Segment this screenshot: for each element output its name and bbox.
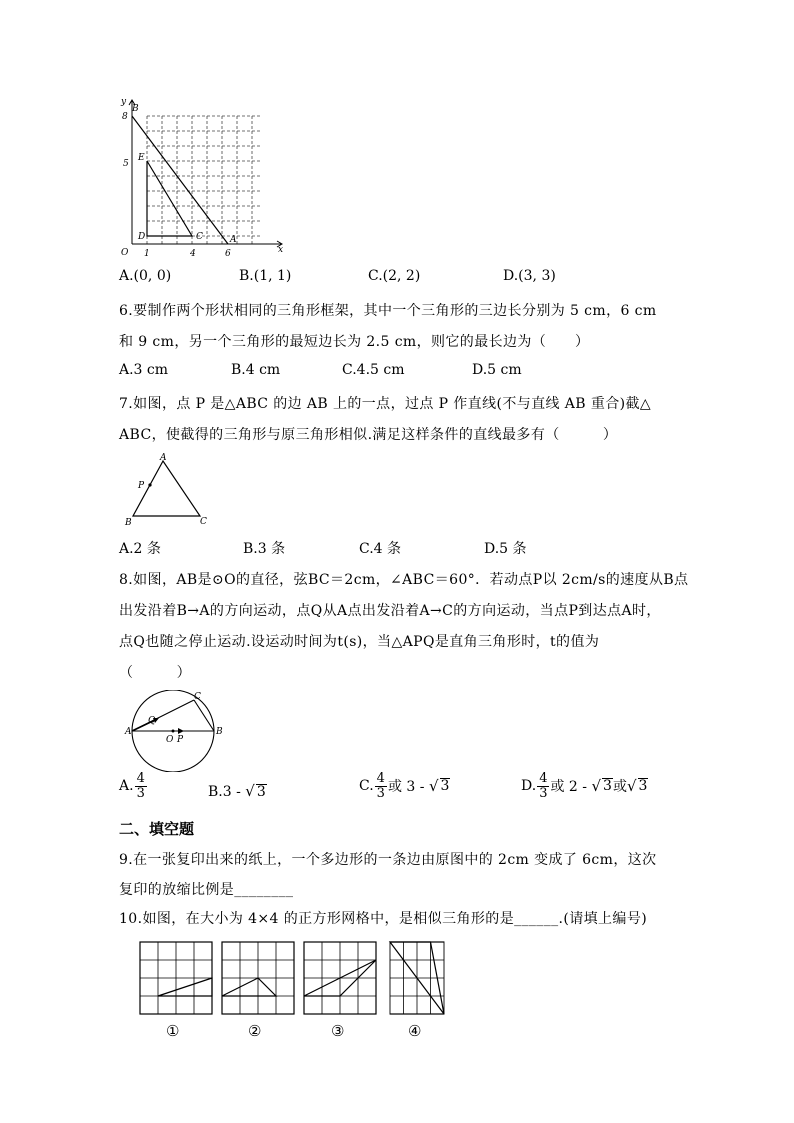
q7-option-c: C.4 条 [359,541,402,557]
section-fill-in-title: 二、填空题 [119,820,195,838]
q6-text-line2: 和 9 cm，另一个三角形的最短边长为 2.5 cm，则它的最长边为（ ） [119,334,590,350]
q8-label-C: C [194,692,201,702]
q8-option-b: B.3 - √ 3 [208,782,266,800]
q8-label-Q: Q [148,716,156,726]
q10-text-line1: 10.如图，在大小为 4×4 的正方形网格中，是相似三角形的是______.(请填上编号) [119,911,648,927]
q7-label-A: A [160,453,167,463]
q8-label-A: A [125,727,132,737]
q5-label-5: 5 [123,159,129,169]
q5-label-4: 4 [190,249,196,259]
q5-label-D: D [138,232,146,242]
q5-label-6: 6 [225,249,231,259]
q8-option-d: D. $\frac{4}{3}$ 或 2 - √ 3或√ 3 [521,771,648,801]
q8-circle-figure [122,690,226,772]
q8-text-line2: 出发沿着B→A的方向运动，点Q从A点出发沿着A→C的方向运动，当点P到达点A时， [119,603,661,619]
q8-text-line4: （ ） [119,665,191,681]
q8-text-line3: 点Q也随之停止运动.设运动时间为t(s)，当△APQ是直角三角形时，t的值为 [119,634,600,650]
q10-grid-figures [136,938,450,1042]
q7-option-d: D.5 条 [484,541,527,557]
q6-option-b: B.4 cm [231,362,281,378]
q5-label-y: y [121,97,127,107]
q5-label-O: O [121,248,129,258]
q5-option-b: B.(1, 1) [239,268,292,284]
q7-label-P: P [138,481,145,491]
q7-text-line2: ABC，使截得的三角形与原三角形相似.满足这样条件的直线最多有（ ） [119,427,618,443]
q7-label-C: C [200,517,207,527]
q10-label-2: ② [248,1022,262,1040]
q5-label-1: 1 [144,249,150,259]
q9-text-line2: 复印的放缩比例是________ [119,882,294,898]
q6-option-c: C.4.5 cm [342,362,405,378]
q5-label-E: E [138,153,145,163]
q6-option-a: A.3 cm [119,362,169,378]
q8-label-O: O [166,735,174,745]
q7-triangle-figure [120,452,220,530]
q7-label-B: B [125,518,132,528]
q7-text-line1: 7.如图，点 P 是△ABC 的边 AB 上的一点，过点 P 作直线(不与直线 AB 重合)截△ [119,396,652,412]
q10-label-1: ① [166,1022,180,1040]
q5-label-A: A [230,235,237,245]
q5-option-c: C.(2, 2) [368,268,421,284]
q8-label-B: B [216,727,223,737]
q5-label-B: B [132,104,139,114]
q5-label-C: C [196,232,203,242]
q6-option-d: D.5 cm [472,362,522,378]
q8-option-a: A. $\frac{4}{3}$ [119,771,145,801]
q10-label-4: ④ [408,1022,422,1040]
q7-option-b: B.3 条 [243,541,286,557]
q5-label-8: 8 [122,112,128,122]
q8-label-P: P [177,735,184,745]
q7-option-a: A.2 条 [119,541,161,557]
q5-coordinate-figure [114,94,290,264]
q5-option-d: D.(3, 3) [503,268,556,284]
q10-label-3: ③ [331,1022,345,1040]
q8-option-c: C. $\frac{4}{3}$ 或 3 - √ 3 [359,771,450,801]
q8-text-line1: 8.如图，AB是⊙O的直径，弦BC＝2cm，∠ABC＝60°．若动点P以 2cm/s的速度从B点 [119,572,689,588]
q5-option-a: A.(0, 0) [119,268,172,284]
q9-text-line1: 9.在一张复印出来的纸上，一个多边形的一条边由原图中的 2cm 变成了 6cm，这次 [119,852,657,868]
q6-text-line1: 6.要制作两个形状相同的三角形框架，其中一个三角形的三边长分别为 5 cm，6 cm [119,303,657,319]
q5-label-x: x [278,245,284,255]
